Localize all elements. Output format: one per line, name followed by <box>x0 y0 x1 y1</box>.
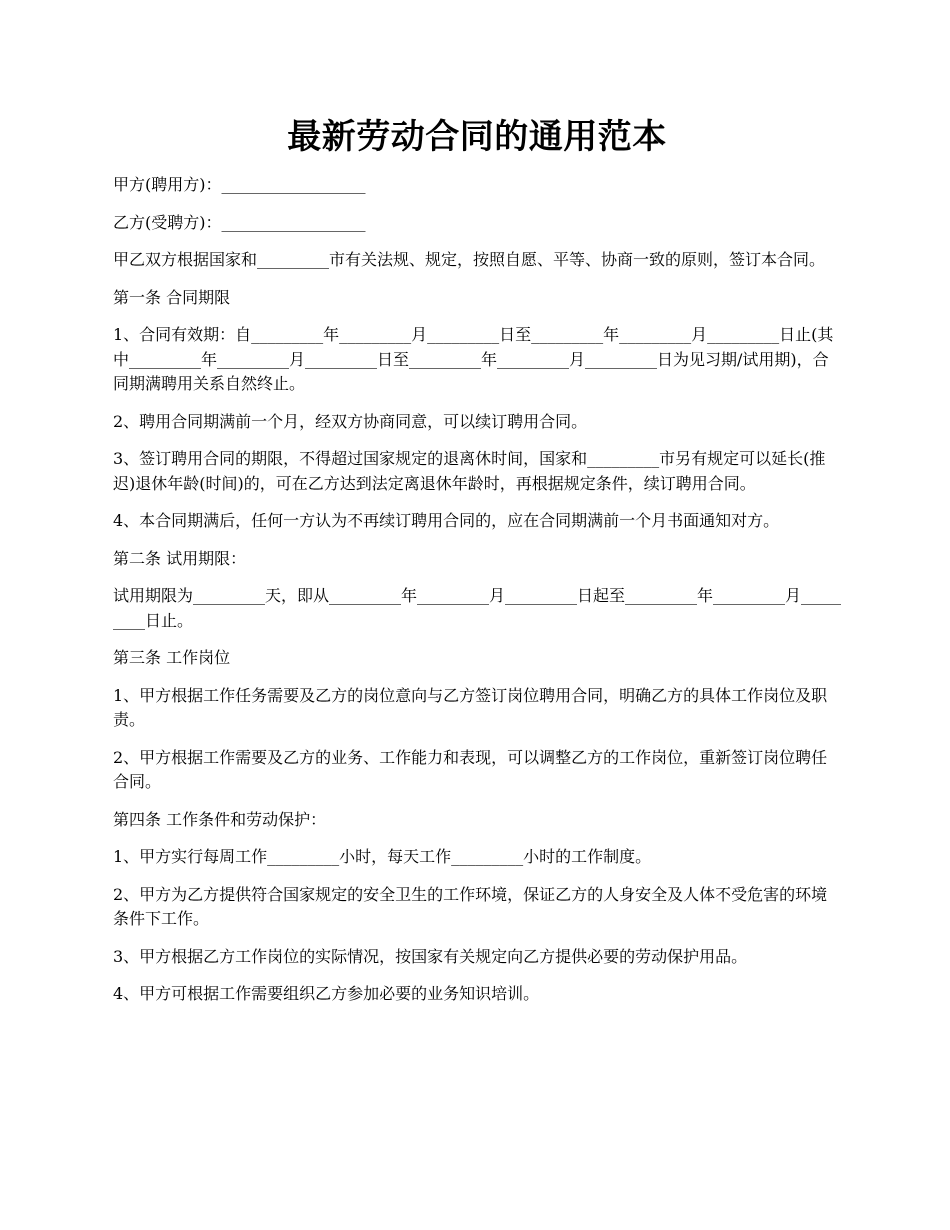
preamble-paragraph: 甲乙双方根据国家和_________市有关法规、规定，按照自愿、平等、协商一致的原则，签订本合同。 <box>113 250 826 269</box>
article-4-clause-4: 4、甲方可根据工作需要组织乙方参加必要的业务知识培训。 <box>113 984 540 1003</box>
article-2-heading: 第二条 试用期限： <box>113 548 247 568</box>
article-4-clause-1: 1、甲方实行每周工作_________小时，每天工作_________小时的工作制度。 <box>113 847 652 866</box>
party-b-line: 乙方(受聘方)：__________________ <box>113 212 366 232</box>
article-1-clause-4: 4、本合同期满后，任何一方认为不再续订聘用合同的，应在合同期满前一个月书面通知对方。 <box>113 511 780 530</box>
article-1-clause-2: 2、聘用合同期满前一个月，经双方协商同意，可以续订聘用合同。 <box>113 411 588 431</box>
article-2-clause: 试用期限为_________天，即从_________年_________月_________日起至_________年_________月_________日止。 <box>113 586 842 630</box>
article-3-clause-1: 1、甲方根据工作任务需要及乙方的岗位意向与乙方签订岗位聘用合同，明确乙方的具体工作岗位及职责。 <box>113 685 828 729</box>
article-4-heading: 第四条 工作条件和劳动保护： <box>113 809 327 829</box>
article-3-heading: 第三条 工作岗位 <box>113 648 231 667</box>
article-1-clause-3: 3、签订聘用合同的期限，不得超过国家规定的退离休时间，国家和_________市另有规定可以延长(推迟)退休年龄(时间)的，可在乙方达到法定离退休年龄时，再根据规定条件，续订聘用合同。 <box>113 449 826 493</box>
document-title: 最新劳动合同的通用范本 <box>287 117 667 157</box>
article-1-heading: 第一条 合同期限 <box>113 287 231 307</box>
document-page <box>113 112 841 1020</box>
article-4-clause-3: 3、甲方根据乙方工作岗位的实际情况，按国家有关规定向乙方提供必要的劳动保护用品。 <box>113 946 748 966</box>
article-4-clause-2: 2、甲方为乙方提供符合国家规定的安全卫生的工作环境，保证乙方的人身安全及人体不受危害的环境条件下工作。 <box>113 884 828 928</box>
article-1-clause-1: 1、合同有效期：自_________年_________月_________日至_________年_________月_________日止(其中_________年_________月_________日至_________年_________月_________日为见习期/试用期)，合同期满聘用关系自然终止。 <box>113 325 834 393</box>
article-3-clause-2: 2、甲方根据工作需要及乙方的业务、工作能力和表现，可以调整乙方的工作岗位，重新签订岗位聘任合同。 <box>113 747 828 791</box>
party-a-line: 甲方(聘用方)：__________________ <box>113 175 366 194</box>
